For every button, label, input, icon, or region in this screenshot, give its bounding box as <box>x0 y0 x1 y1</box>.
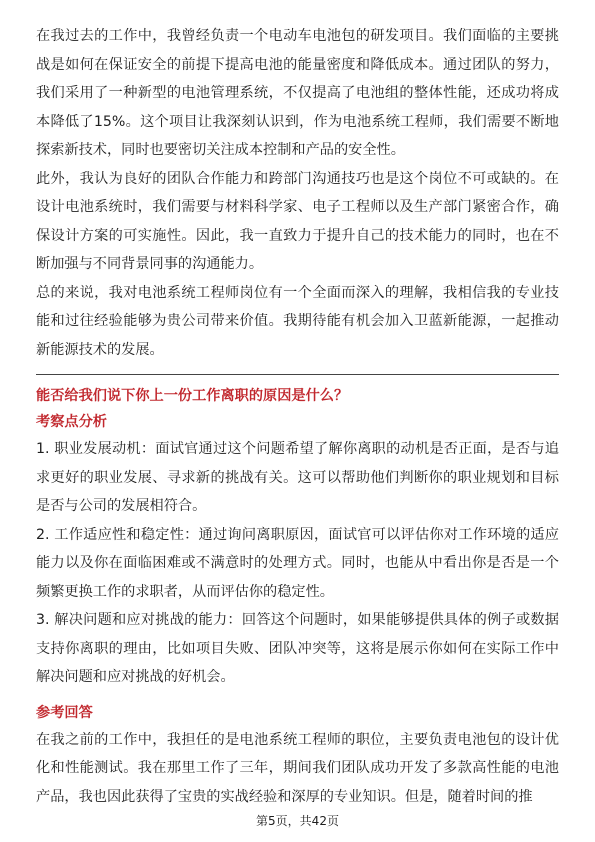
question-heading: 能否给我们说下你上一份工作离职的原因是什么？ <box>36 388 349 404</box>
analysis-point-2: 2. 工作适应性和稳定性：通过询问离职原因，面试官可以评估你对工作环境的适应能力以及你在面临困难或不满意时的处理方式。同时，也能从中看出你是否是一个频繁更换工作的求职者，从而评估你的稳定性。 <box>36 526 559 600</box>
intro-paragraph-1: 在我过去的工作中，我曾经负责一个电动车电池包的研发项目。我们面临的主要挑战是如何在保证安全的前提下提高电池的能量密度和降低成本。通过团队的努力，我们采用了一种新型的电池管理系统，不仅提高了电池组的整体性能，还成功将成本降低了15%。这个项目让我深刻认识到，作为电池系统工程师，我们需要不断地探索新技术，同时也要密切关注成本控制和产品的安全性。 <box>36 28 559 158</box>
page-content <box>36 22 559 811</box>
reference-heading: 参考回答 <box>36 704 93 721</box>
analysis-heading: 考察点分析 <box>36 414 107 430</box>
intro-paragraph-2: 此外，我认为良好的团队合作能力和跨部门沟通技巧也是这个岗位不可或缺的。在设计电池系统时，我们需要与材料科学家、电子工程师以及生产部门紧密合作，确保设计方案的可实施性。因此，我一直致力于提升自己的技术能力的同时，也在不断加强与不同背景同事的沟通能力。 <box>36 170 559 272</box>
section-divider <box>36 374 559 375</box>
reference-answer: 在我之前的工作中，我担任的是电池系统工程师的职位，主要负责电池包的设计优化和性能测试。我在那里工作了三年，期间我们团队成功开发了多款高性能的电池产品，我也因此获得了宝贵的实战经验和深厚的专业知识。但是，随着时间的推 <box>36 731 559 805</box>
page-number: 第5页，共42页 <box>256 814 339 828</box>
analysis-point-3: 3. 解决问题和应对挑战的能力：回答这个问题时，如果能够提供具体的例子或数据支持你离职的理由，比如项目失败、团队冲突等，这将是展示你如何在实际工作中解决问题和应对挑战的好机会。 <box>36 612 559 685</box>
analysis-point-1: 1. 职业发展动机：面试官通过这个问题希望了解你离职的动机是否正面，是否与追求更好的职业发展、寻求新的挑战有关。这可以帮助他们判断你的职业规划和目标是否与公司的发展相符合。 <box>36 441 559 514</box>
intro-paragraph-3: 总的来说，我对电池系统工程师岗位有一个全面而深入的理解，我相信我的专业技能和过往经验能够为贵公司带来价值。我期待能有机会加入卫蓝新能源，一起推动新能源技术的发展。 <box>36 284 559 358</box>
